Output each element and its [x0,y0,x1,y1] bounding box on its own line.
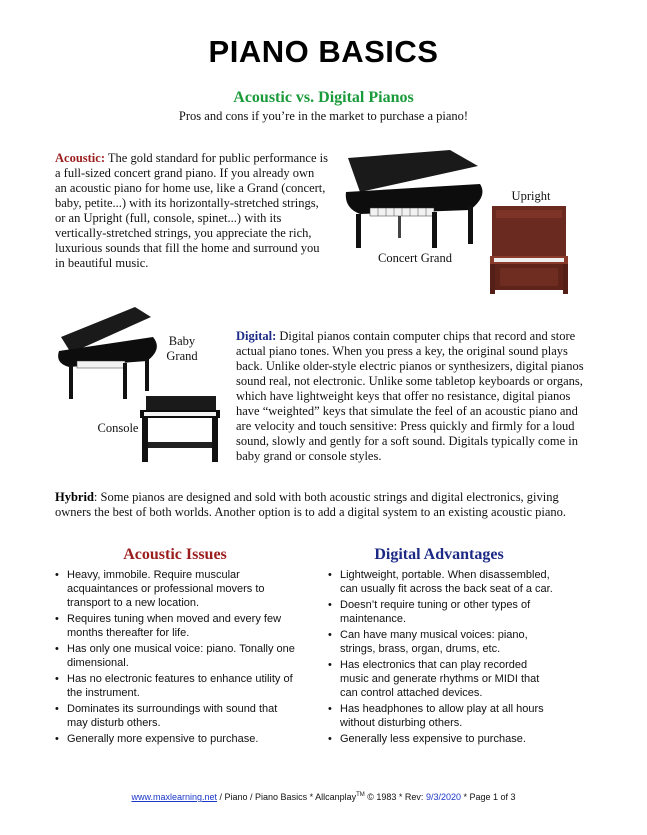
digital-paragraph [236,329,596,464]
caption-baby-grand: Baby Grand [166,334,198,363]
list-item: • Has headphones to allow play at all hours without disturbing others. [328,702,554,730]
acoustic-lead: Acoustic: [55,151,105,165]
footer-trademark: TM [356,792,365,798]
list-item: • Lightweight, portable. When disassembled, can usually fit across the back seat of a car. [328,568,554,596]
acoustic-paragraph [55,151,329,271]
acoustic-issues-list [55,568,295,748]
tagline: Pros and cons if you’re in the market to purchase a piano! [178,109,469,123]
console-piano-image [138,396,222,466]
list-item: • Dominates its surroundings with sound that may disturb others. [55,702,295,730]
caption-upright: Upright [511,189,551,203]
list-item: • Doesn’t require tuning or other types of maintenance. [328,598,554,626]
footer-revision-date: 9/3/2020 [425,792,461,802]
upright-piano-image [490,206,570,294]
concert-grand-piano-image [340,148,490,253]
page-title: PIANO BASICS [208,34,439,69]
section-subtitle: Acoustic vs. Digital Pianos [233,89,414,106]
list-item: • Requires tuning when moved and every few months thereafter for life. [55,612,295,640]
list-item: • Has electronics that can play recorded music and generate rhythms or MIDI that can control attached devices. [328,658,554,700]
acoustic-text: The gold standard for public performance is a full-sized concert grand piano. If you already own an acoustic piano for home use, like a Grand (concert, baby, petite...) with its horizontally-stretched strings, or an Upright (full, console, spinet...) with its vertically-stretched strings, you appreciate the rich, luxurious sounds that fill the home and surround you in beautiful music. [55,151,328,270]
digital-lead: Digital: [236,329,277,343]
list-item: • Has only one musical voice: piano. Tonally one dimensional. [55,642,295,670]
list-item: • Heavy, immobile. Require muscular acquaintances or professional movers to transport to a new location. [55,568,295,610]
caption-concert-grand: Concert Grand [378,251,452,265]
footer-text-1: / Piano / Piano Basics * Allcanplay [217,792,357,802]
hybrid-lead: Hybrid [55,490,94,504]
list-item: • Generally less expensive to purchase. [328,732,554,746]
footer-text-2: © 1983 * Rev: [364,792,426,802]
baby-grand-piano-image [55,307,163,403]
list-item: • Has no electronic features to enhance utility of the instrument. [55,672,295,700]
hybrid-paragraph [55,490,595,520]
list-item: • Generally more expensive to purchase. [55,732,295,746]
caption-console: Console [97,421,139,435]
page-footer [0,792,647,802]
footer-text-3: * Page 1 of 3 [460,792,516,802]
footer-link[interactable]: www.maxlearning.net [131,792,218,802]
hybrid-text: : Some pianos are designed and sold with both acoustic strings and digital electronics, giving owners the best of both worlds. Another option is to add a digital system to an existing acoustic piano. [55,490,567,519]
acoustic-issues-title: Acoustic Issues [123,546,227,563]
list-item: • Can have many musical voices: piano, strings, brass, organ, drums, etc. [328,628,554,656]
digital-advantages-title: Digital Advantages [374,546,504,563]
digital-advantages-list [328,568,554,748]
digital-text: Digital pianos contain computer chips that record and store actual piano tones. When you press a key, the original sound plays back. Unlike older-style electric pianos or synthesizers, digital pianos sound real, not electronic. Unlike some tabletop keyboards or organs, which have lightweight keys that offer no resistance, digital pianos have “weighted” keys that simulate the feel of an acoustic piano and are velocity and touch sensitive: Press quickly and firmly for a loud sound, slowly and gently for a soft sound. Digitals typically come in baby grand or console styles. [236,329,584,463]
